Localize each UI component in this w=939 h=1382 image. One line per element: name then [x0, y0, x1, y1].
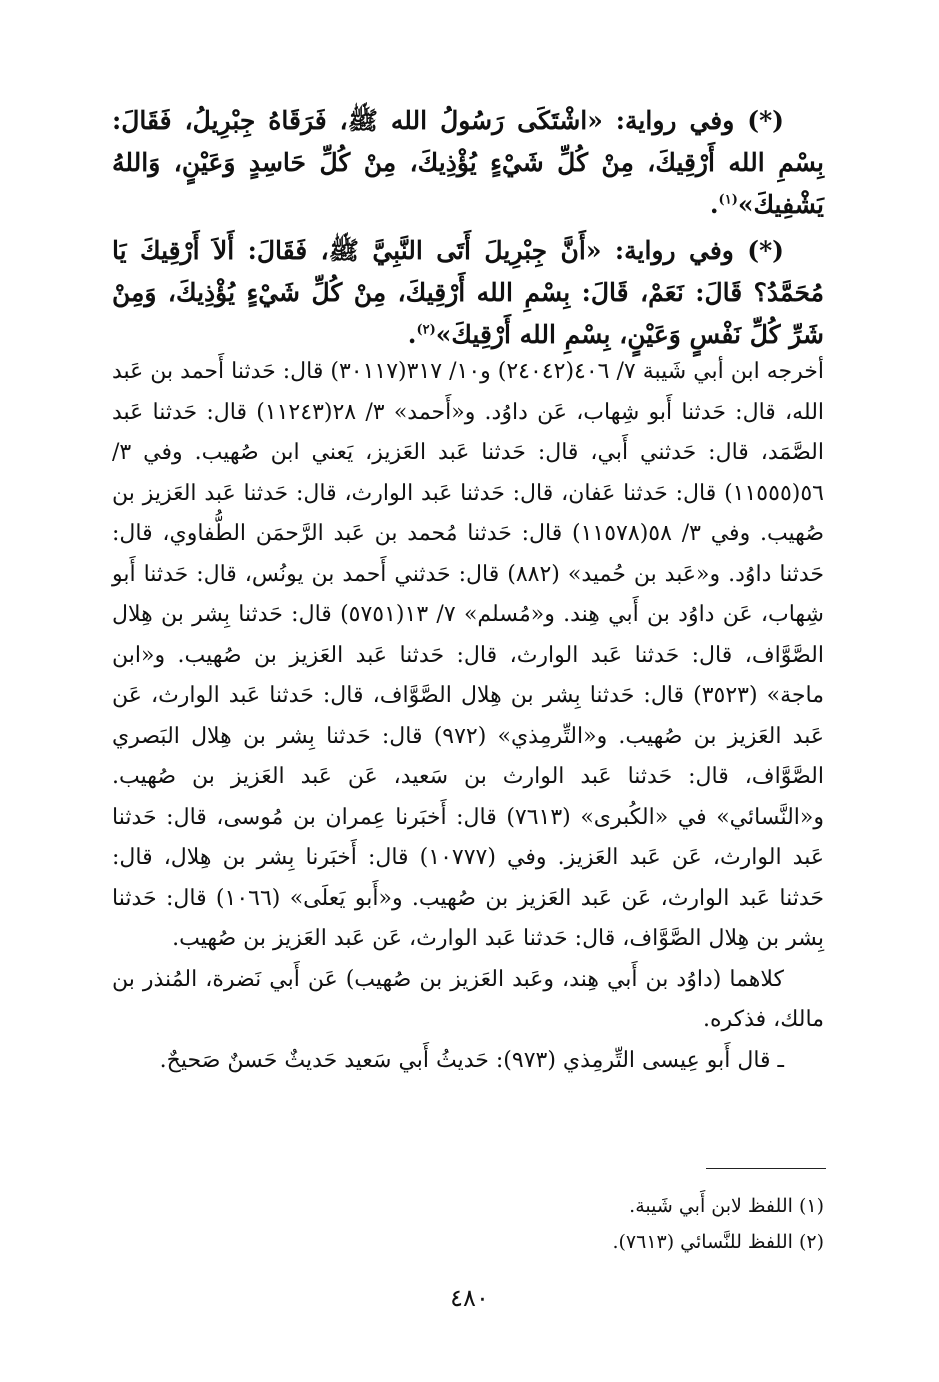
hadith-variant-1-end: . — [709, 190, 719, 219]
footnote-ref-1: (١) — [718, 192, 738, 208]
tirmidhi-ruling-paragraph: ـ قال أَبو عِيسى التِّرمِذي (٩٧٣): حَديثُ أَبي سَعيد حَديثٌ حَسنٌ صَحيحٌ. — [159, 1047, 784, 1073]
page-number: ٤٨٠ — [450, 1284, 489, 1312]
footnote-1: (١) اللفظ لابن أَبي شَيبة. — [629, 1195, 824, 1217]
takhrij-section — [112, 352, 824, 1081]
hadith-variant-1-text: (*) وفي رواية: «اشْتَكَى رَسُولُ الله ﷺ، فَرَقَاهُ جِبْرِيلُ، فَقَالَ: بِسْمِ الله أَرْقِيكَ، مِنْ كُلِّ شَيْءٍ يُؤْذِيكَ، مِنْ كُلِّ حَاسِدٍ وَعَيْنٍ، وَاللهُ يَشْفِيكَ» — [112, 106, 824, 219]
footnotes — [112, 1188, 824, 1260]
hadith-variants — [112, 100, 824, 360]
footnote-separator — [706, 1168, 826, 1169]
hadith-variant-2-text: (*) وفي رواية: «أَنَّ جِبْرِيلَ أَتَى النَّبِيَّ ﷺ، فَقَالَ: أَلاَ أَرْقِيكَ يَا مُحَمَّدُ؟ قَالَ: نَعَمْ، قَالَ: بِسْمِ الله أَرْقِيكَ، مِنْ كُلِّ شَيْءٍ يُؤْذِيكَ، وَمِنْ شَرِّ كُلِّ نَفْسٍ وَعَيْنٍ، بِسْمِ الله أَرْقِيكَ» — [112, 236, 824, 349]
hadith-variant-1 — [112, 100, 824, 226]
footnote-ref-2: (٢) — [416, 322, 436, 338]
footnote-2: (٢) اللفظ للنَّسائي (٧٦١٣). — [612, 1231, 824, 1253]
takhrij-paragraph: أخرجه ابن أبي شَيبة ٧/ ٤٠٦(٢٤٠٤٢) و١٠/ ٣١٧(٣٠١١٧) قال: حَدثنا أَحمد بن عَبد الله، قال: حَدثنا أَبو شِهاب، عَن داوُد. و«أَحمد» ٣/ ٢٨(١١٢٤٣) قال: حَدثنا عَبد الصَّمَد، قال: حَدثني أَبي، قال: حَدثنا عَبد العَزيز، يَعني ابن صُهيب. وفي ٣/ ٥٦(١١٥٥٥) قال: حَدثنا عَفان، قال: حَدثنا عَبد الوارث، قال: حَدثنا عَبد العَزيز بن صُهيب. وفي ٣/ ٥٨(١١٥٧٨) قال: حَدثنا مُحمد بن عَبد الرَّحمَن الطُّفاوي، قال: حَدثنا داوُد. و«عَبد بن حُميد» (٨٨٢) قال: حَدثني أَحمد بن يونُس، قال: حَدثنا أَبو شِهاب، عَن داوُد بن أَبي هِند. و«مُسلم» ٧/ ١٣(٥٧٥١) قال: حَدثنا بِشر بن هِلال الصَّوَّاف، قال: حَدثنا عَبد الوارث، قال: حَدثنا عَبد العَزيز بن صُهيب. و«ابن ماجة» (٣٥٢٣) قال: حَدثنا بِشر بن هِلال الصَّوَّاف، قال: حَدثنا عَبد الوارث، عَن عَبد العَزيز بن صُهيب. و«التِّرمِذي» (٩٧٢) قال: حَدثنا بِشر بن هِلال البَصري الصَّوَّاف، قال: حَدثنا عَبد الوارث بن سَعيد، عَن عَبد العَزيز بن صُهيب. و«النَّسائي» في «الكُبرى» (٧٦١٣) قال: أَخبَرنا عِمران بن مُوسى، قال: حَدثنا عَبد الوارث، عَن عَبد العَزيز. وفي (١٠٧٧٧) قال: أَخبَرنا بِشر بن هِلال، قال: حَدثنا عَبد الوارث، عَن عَبد العَزيز بن صُهيب. و«أَبو يَعلَى» (١٠٦٦) قال: حَدثنا بِشر بن هِلال الصَّوَّاف، قال: حَدثنا عَبد الوارث، عَن عَبد العَزيز بن صُهيب. — [112, 359, 825, 951]
hadith-variant-2 — [112, 230, 824, 356]
hadith-variant-2-end: . — [407, 320, 417, 349]
isnad-summary-paragraph: كلاهما (داوُد بن أَبي هِند، وعَبد العَزيز بن صُهيب) عَن أَبي نَضرة، المُنذر بن مالك، فذكره. — [112, 966, 824, 1032]
